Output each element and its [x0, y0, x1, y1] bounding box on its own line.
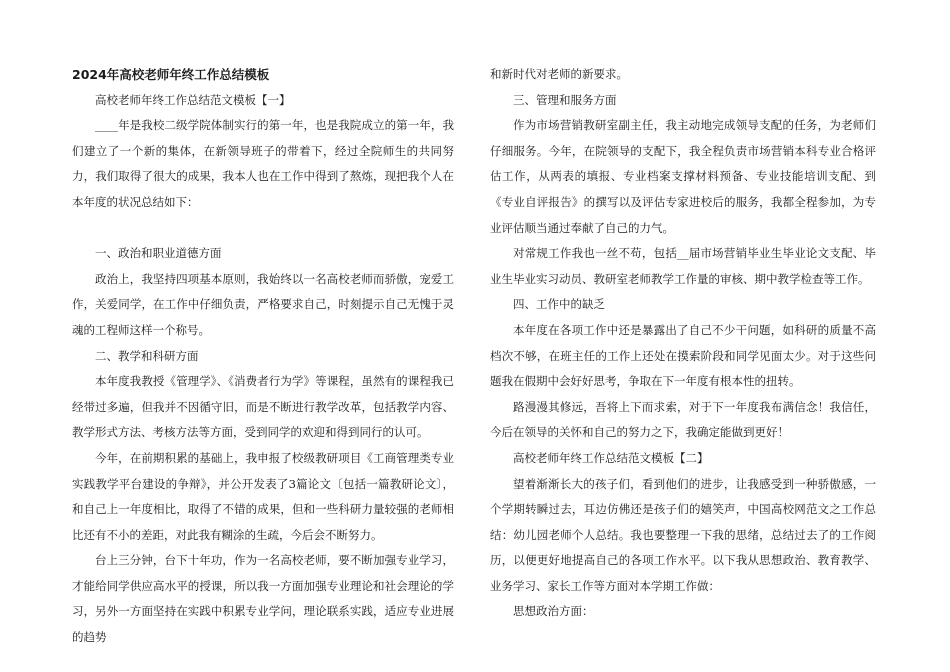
heading-politics: 一、政治和职业道德方面	[95, 246, 222, 261]
section-subtitle-2: 高校老师年终工作总结范文模板【二】	[513, 450, 709, 465]
paragraph-teaching: 本年度我教授《管理学》、《消费者行为学》等课程，虽然有的课程我已经带过多遍，但我并不因循守旧，而是不断进行教学改革，包括教学内容、教学形式方法、考核方法等方面，受到同学的欢迎和得到同行的认可。	[72, 374, 454, 440]
document-title: 2024年高校老师年终工作总结模板	[72, 67, 270, 82]
continued-text: 和新时代对老师的新要求。	[490, 67, 628, 81]
paragraph-shortcomings: 本年度在各项工作中还是暴露出了自己不少干问题，如科研的质量不高档次不够，在班主任的工作上还处在摸索阶段和同学见面太少。对于这些问题我在假期中会好好思考，争取在下一年度有根本性的扭转。	[490, 322, 876, 389]
paragraph-outlook: 路漫漫其修远，吾将上下而求索，对于下一年度我布满信念！我信任，今后在领导的关怀和自己的努力之下，我确定能做到更好！	[490, 399, 876, 440]
heading-teaching: 二、教学和科研方面	[95, 348, 199, 363]
paragraph-kindergarten: 望着渐渐长大的孩子们，看到他们的进步，让我感受到一种骄傲感，一个学期转瞬过去，耳边仿佛还是孩子们的嬉笑声，中国高校网范文之工作总结：幼儿园老师个人总结。我也要整理一下我的思绪，总结过去了的工作阅历，以便更好地提高自己的各项工作水平。以下我从思想政治、教育教学、业务学习、家长工作等方面对本学期工作做：	[490, 476, 876, 593]
paragraph-research: 今年，在前期积累的基础上，我申报了校级教研项目《工商管理类专业实践教学平台建设的争辩》，并公开发表了3篇论文〔包括一篇教研论文〕，和自己上一年度相比，取得了不错的成果，但和一些科研力量较强的老师相比还有不小的差距，对此我有糊涂的生疏，今后会不断努力。	[72, 450, 454, 542]
left-column	[72, 62, 454, 651]
paragraph-politics: 政治上，我坚持四项基本原则，我始终以一名高校老师而骄傲，宠爱工作，关爱同学，在工作中仔细负责，严格要求自己，时刻提示自己无愧于灵魂的工程师这样一个称号。	[72, 271, 454, 337]
heading-management: 三、管理和服务方面	[513, 92, 617, 107]
paragraph-study: 台上三分钟，台下十年功，作为一名高校老师，要不断加强专业学习，才能给同学供应高水平的授课，所以我一方面加强专业理论和社会理论的学习，另外一方面坚持在实践中积累专业学问，理论联系实践，适应专业进展的趋势	[72, 553, 454, 645]
blank-line	[72, 216, 454, 242]
intro-paragraph: ____年是我校二级学院体制实行的第一年，也是我院成立的第一年，我们建立了一个新的集体，在新领导班子的带着下，经过全院师生的共同努力，我们取得了很大的成果，我本人也在工作中得到了熬炼，现把我个人在本年度的状况总结如下：	[72, 118, 454, 209]
heading-ideology: 思想政治方面：	[513, 604, 594, 619]
paragraph-management: 作为市场营销教研室副主任，我主动地完成领导支配的任务，为老师们仔细服务。今年，在院领导的支配下，我全程负责市场营销本科专业合格评估工作，从两表的填报、专业档案支撑材料预备、专业技能培训支配、到《专业自评报告》的撰写以及评估专家进校后的服务，我都全程参加，为专业评估顺当通过奉献了自己的力气。	[490, 118, 876, 235]
heading-shortcomings: 四、工作中的缺乏	[513, 297, 605, 312]
section-subtitle: 高校老师年终工作总结范文模板【一】	[95, 92, 291, 107]
right-column	[490, 62, 876, 625]
paragraph-routine: 对常规工作我也一丝不苟，包括__届市场营销毕业生毕业论文支配、毕业生毕业实习动员、教研室老师教学工作量的审核、期中教学检查等工作。	[490, 246, 876, 286]
